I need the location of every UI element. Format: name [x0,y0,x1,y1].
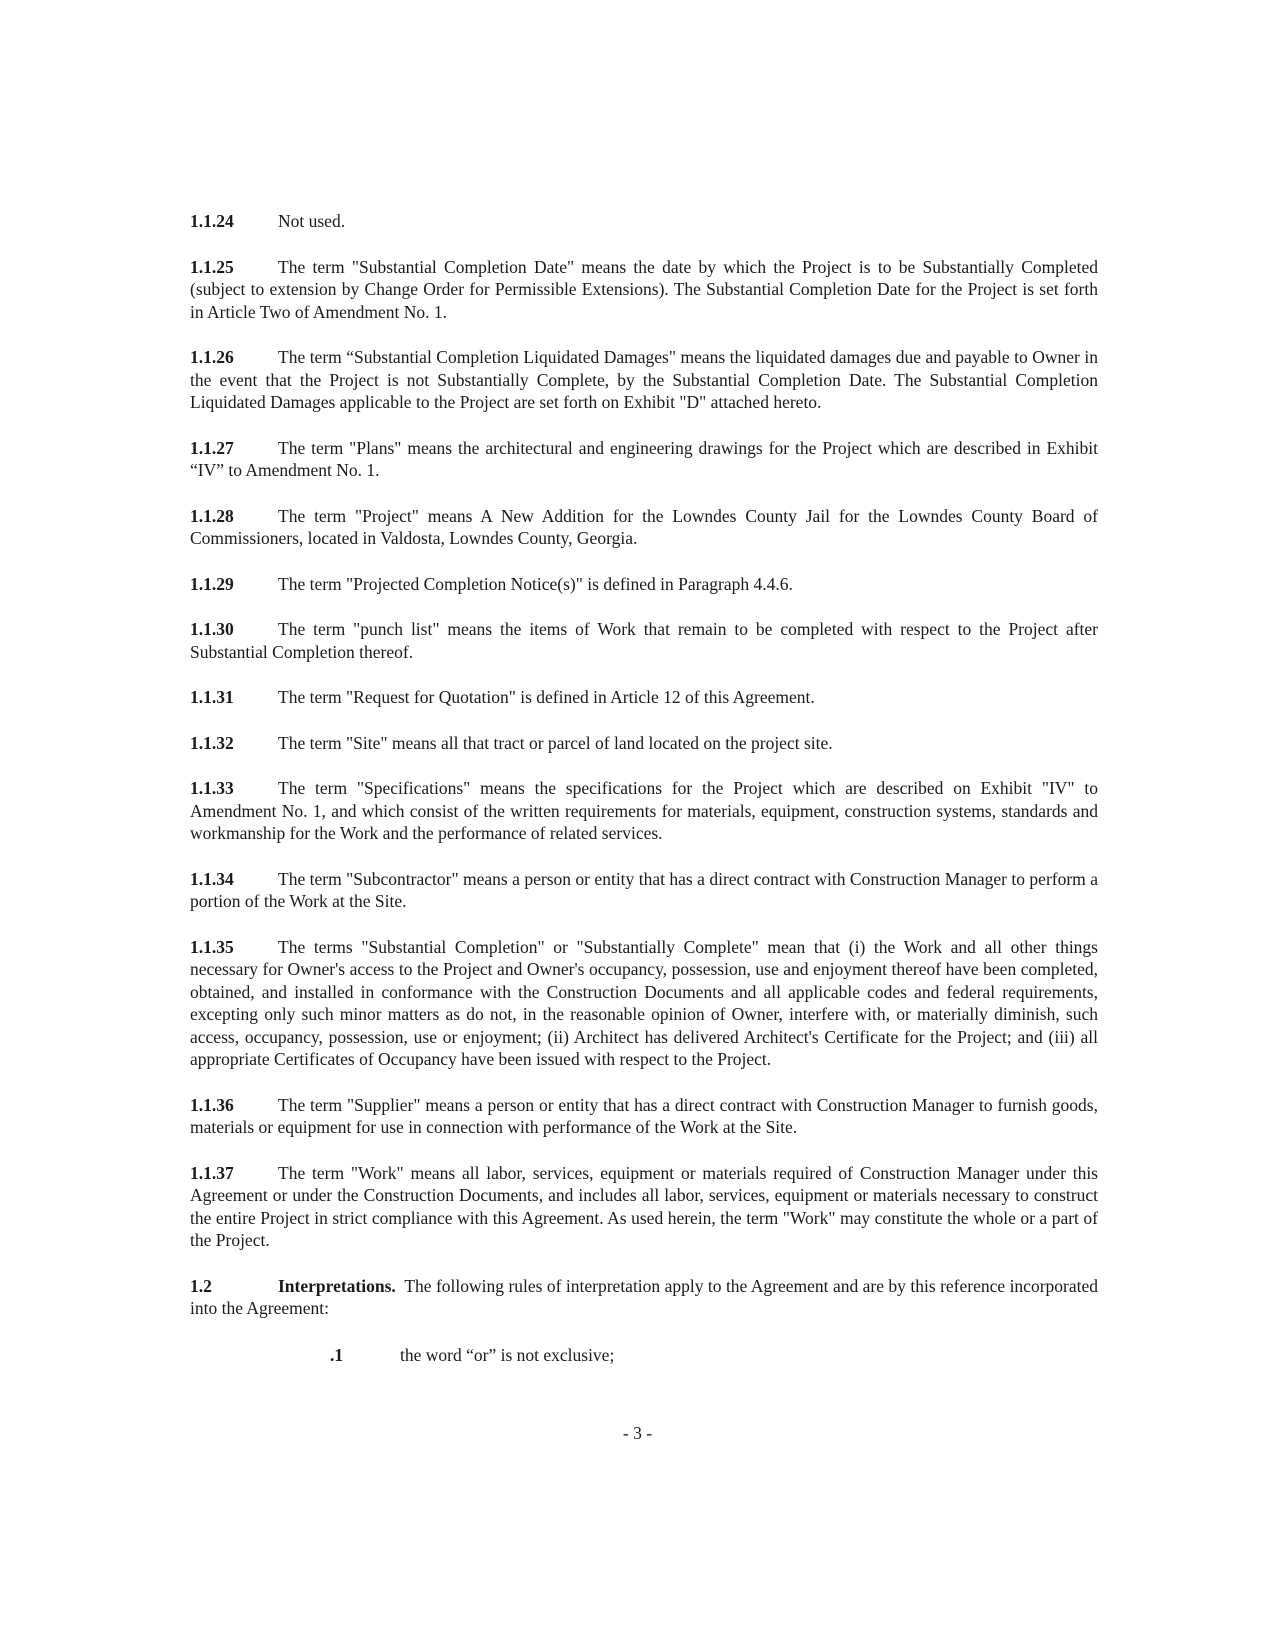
paragraph-text: The term "punch list" means the items of Work that remain to be completed with respect to the Project after Substantial Completion thereof. [190,619,1098,662]
paragraph-number: 1.1.33 [190,778,234,798]
paragraph-text: The term "Substantial Completion Date" means the date by which the Project is to be Substantially Completed (subject to extension by Change Order for Permissible Extensions). The Substantial Completion Date for the Project is set forth in Article Two of Amendment No. 1. [190,256,1098,322]
paragraph-number: 1.1.25 [190,256,234,277]
paragraph-1-1-25 [190,256,1098,324]
paragraph-number: 1.1.26 [190,347,234,367]
section-number: 1.2 [190,1275,212,1296]
paragraph-number: 1.1.27 [190,437,234,458]
paragraph-1-1-36 [190,1094,1098,1139]
document-page [190,210,1098,1366]
paragraph-1-1-34 [190,868,1098,913]
paragraph-number: 1.1.32 [190,732,234,753]
paragraph-text: The terms "Substantial Completion" or "Substantially Complete" mean that (i) the Work and all other things necessary for Owner's access to the Project and Owner's occupancy, possession, use and enjoyment thereof have been completed, obtained, and installed in conformance with the Construction Documents and all applicable codes and federal requirements, excepting only such minor matters as do not, in the reasonable opinion of Owner, interfere with, or materially diminish, such access, occupancy, possession, use or enjoyment; (ii) Architect has delivered Architect's Certificate for the Project; and (iii) all appropriate Certificates of Occupancy have been issued with respect to the Project. [190,936,1098,1069]
paragraph-text: The term “Substantial Completion Liquidated Damages" means the liquidated damages due and payable to Owner in the event that the Project is not Substantially Complete, by the Substantial Completion Date. The Substantial Completion Liquidated Damages applicable to the Project are set forth on Exhibit "D" attached hereto. [190,347,1098,412]
paragraph-1-1-24 [190,210,1098,233]
paragraph-1-1-37 [190,1162,1098,1252]
section-1-2 [190,1275,1098,1320]
paragraph-1-1-30 [190,618,1098,663]
list-item [190,1344,1098,1367]
paragraph-text: The term "Specifications" means the specifications for the Project which are described on Exhibit "IV" to Amendment No. 1, and which consist of the written requirements for materials, equipment, construction systems, standards and workmanship for the Work and the performance of related services. [190,778,1098,843]
paragraph-text: The term "Plans" means the architectural and engineering drawings for the Project which are described in Exhibit “IV” to Amendment No. 1. [190,437,1098,480]
paragraph-text: The term "Site" means all that tract or parcel of land located on the project site. [278,732,833,753]
paragraph-text: The term "Projected Completion Notice(s)" is defined in Paragraph 4.4.6. [278,573,793,594]
paragraph-1-1-26 [190,346,1098,414]
list-item-number: .1 [330,1344,344,1365]
paragraph-1-1-28 [190,505,1098,550]
paragraph-text: Not used. [278,211,346,231]
paragraph-number: 1.1.34 [190,868,234,889]
paragraph-1-1-31 [190,686,1098,709]
paragraph-1-1-35 [190,936,1098,1071]
section-text: The following rules of interpretation apply to the Agreement and are by this reference incorporated into the Agreement: [190,1275,1099,1318]
paragraph-number: 1.1.37 [190,1162,234,1183]
paragraph-1-1-32 [190,732,1098,755]
paragraph-number: 1.1.24 [190,211,234,231]
paragraph-number: 1.1.31 [190,687,234,707]
paragraph-1-1-29 [190,573,1098,596]
paragraph-1-1-27 [190,437,1098,482]
paragraph-text: The term "Request for Quotation" is defined in Article 12 of this Agreement. [278,687,815,707]
paragraph-text: The term "Project" means A New Addition for the Lowndes County Jail for the Lowndes County Board of Commissioners, located in Valdosta, Lowndes County, Georgia. [190,505,1098,548]
paragraph-number: 1.1.28 [190,505,234,526]
paragraph-1-1-33 [190,777,1098,845]
section-heading: Interpretations. [278,1275,396,1296]
paragraph-number: 1.1.35 [190,936,234,957]
paragraph-number: 1.1.36 [190,1094,234,1115]
list-item-text: the word “or” is not exclusive; [400,1344,615,1365]
paragraph-text: The term "Subcontractor" means a person or entity that has a direct contract with Construction Manager to perform a portion of the Work at the Site. [190,868,1098,911]
paragraph-number: 1.1.29 [190,573,234,594]
page-number: - 3 - [622,1423,653,1443]
paragraph-number: 1.1.30 [190,619,234,639]
paragraph-text: The term "Work" means all labor, services, equipment or materials required of Construction Manager under this Agreement or under the Construction Documents, and includes all labor, services, equipment or materials necessary to construct the entire Project in strict compliance with this Agreement. As used herein, the term "Work" may constitute the whole or a part of the Project. [190,1162,1098,1250]
paragraph-text: The term "Supplier" means a person or entity that has a direct contract with Construction Manager to furnish goods, materials or equipment for use in connection with performance of the Work at the Site. [190,1094,1098,1137]
